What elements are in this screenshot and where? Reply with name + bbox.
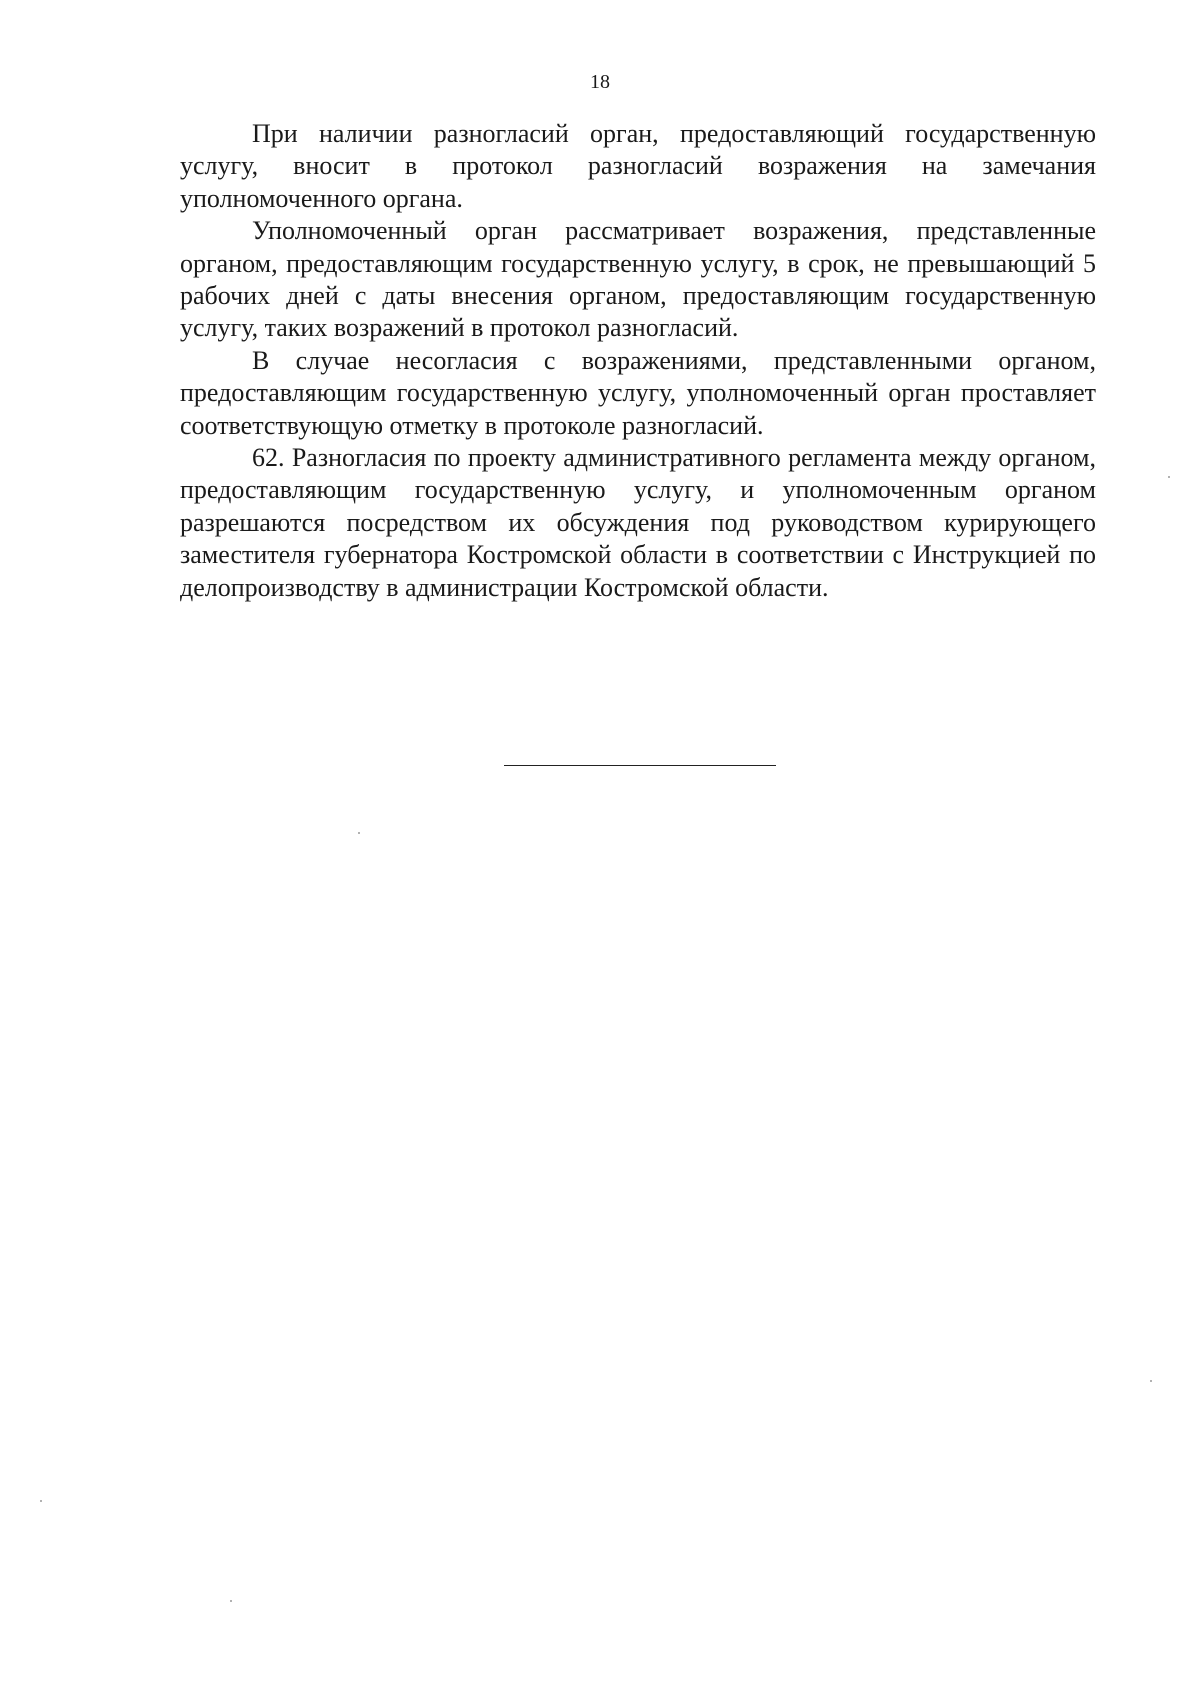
paragraph-item-62: 62. Разногласия по проекту административного регламента между органом, предоставляющим государственную услугу, и уполномоченным органом разрешаются посредством их обсуждения под руководством курирующего заместителя губернатора Костромской области в соответствии с Инструкцией по делопроизводству в администрации Костромской области. — [180, 443, 1096, 602]
end-of-text-rule — [504, 765, 776, 766]
scan-speck — [358, 832, 360, 834]
scan-speck — [40, 1500, 42, 1502]
scan-speck — [1150, 1380, 1152, 1382]
paragraph-disagreement-objections: При наличии разногласий орган, предоставляющий государственную услугу, вносит в протокол разногласий возражения на замечания уполномоченного органа. — [180, 119, 1096, 213]
scan-speck — [230, 1600, 232, 1602]
scan-speck — [1168, 476, 1170, 478]
paragraph-disagreement-mark: В случае несогласия с возражениями, представленными органом, предоставляющим государственную услугу, уполномоченный орган проставляет соответствующую отметку в протоколе разногласий. — [180, 345, 1096, 440]
document-body — [180, 118, 1096, 604]
page-number: 18 — [590, 71, 610, 93]
paragraph-review-deadline: Уполномоченный орган рассматривает возражения, представленные органом, предоставляющим государственную услугу, в срок, не превышающий 5 рабочих дней с даты внесения органом, предоставляющим государственную услугу, таких возражений в протокол разногласий. — [180, 216, 1096, 343]
